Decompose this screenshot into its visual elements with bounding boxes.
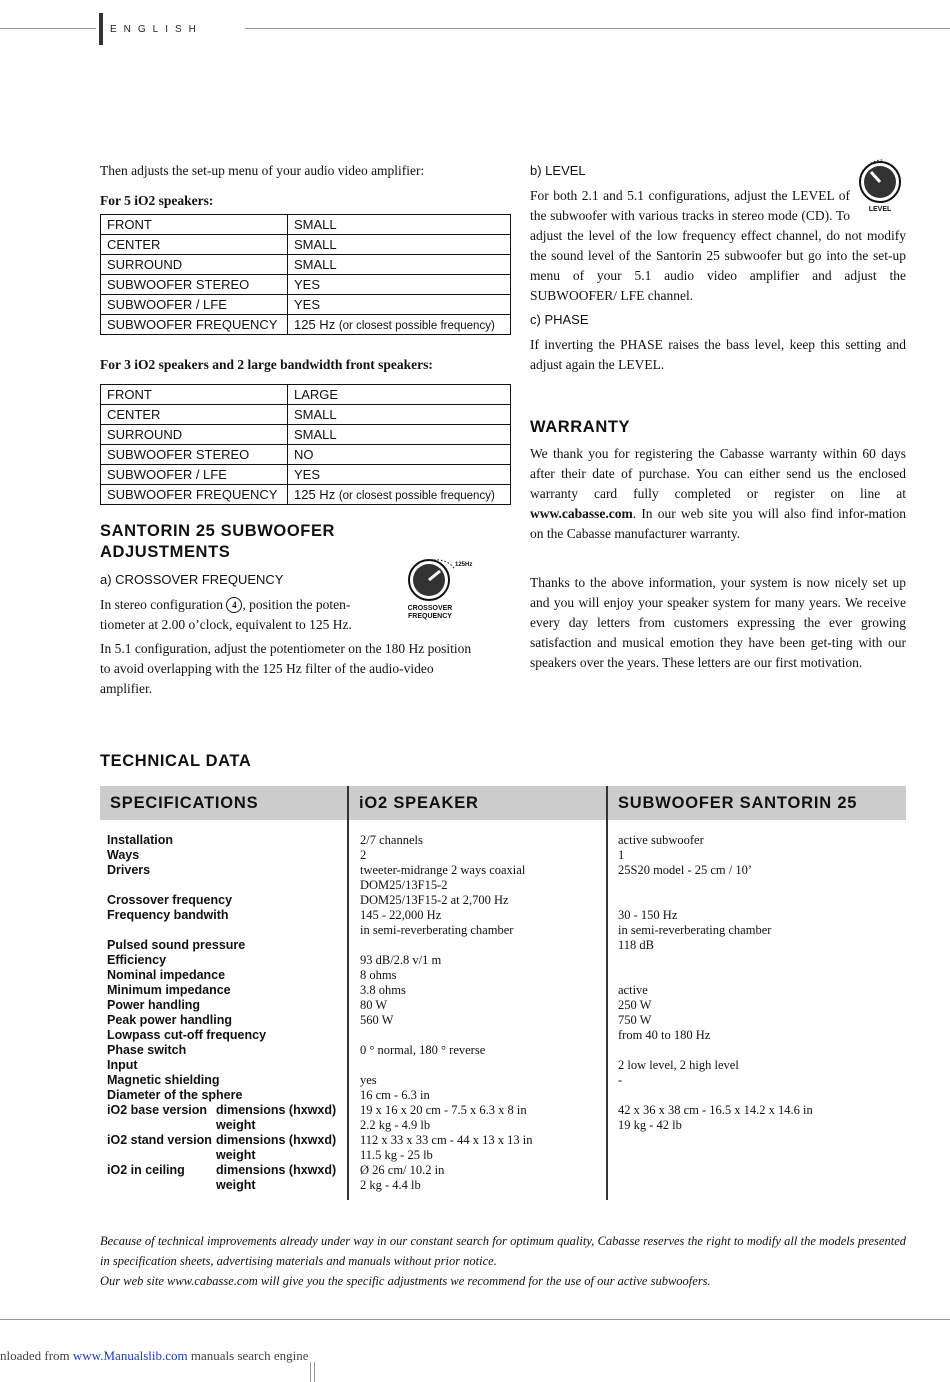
warranty-website-link[interactable]: www.cabasse.com [530, 506, 633, 521]
spec-label-row [107, 1163, 345, 1178]
spec-sublabel: weight [216, 1178, 256, 1192]
spec-label: Input [107, 1058, 138, 1072]
spec-label-row [107, 848, 345, 863]
subwoofer-spec-value: 30 - 150 Hz [618, 908, 678, 922]
table2-setting: SUBWOOFER FREQUENCY [101, 485, 288, 505]
spec-label-row [107, 1028, 345, 1043]
subwoofer-spec-value: 750 W [618, 1013, 652, 1027]
level-paragraph: For both 2.1 and 5.1 configurations, adjust the LEVEL of the subwoofer with various tracks in stereo mode (CD). To adjust the level of the low frequency effect channel, do not modify the sound level of the Santorin 25 subwoofer but go into the set-up menu of your 5.1 audio video amplifier and adjust the SUBWOOFER/ LFE channel. [530, 188, 906, 303]
subwoofer-spec-value [618, 1148, 903, 1163]
io2-spec-value: 2 [360, 848, 367, 862]
spec-header-label-specifications: SPECIFICATIONS [110, 794, 259, 812]
phase-heading: c) PHASE [530, 312, 589, 327]
crossover-p1-start: In stereo configuration [100, 597, 223, 612]
table2-row [101, 385, 511, 405]
spec-label-row [107, 1178, 345, 1193]
speaker-config-table-5 [100, 214, 511, 335]
spec-label: Magnetic shielding [107, 1073, 220, 1087]
table2-value-note: (or closest possible frequency) [338, 490, 495, 502]
table2-row [101, 425, 511, 445]
spec-label-row [107, 1148, 345, 1163]
table2-value: SMALL [288, 425, 511, 445]
phase-paragraph: If inverting the PHASE raises the bass level, keep this setting and adjust again the LEVEL. [530, 337, 906, 372]
level-block [530, 186, 906, 306]
level-heading: b) LEVEL [530, 163, 586, 178]
io2-spec-value: tweeter-midrange 2 ways coaxial [360, 863, 526, 877]
table1-setting: SUBWOOFER / LFE [101, 295, 288, 315]
page-edge-mark-1 [310, 1362, 311, 1382]
spec-label: Installation [107, 833, 173, 847]
table1-setting: FRONT [101, 215, 288, 235]
spec-label: Minimum impedance [107, 983, 231, 997]
io2-spec-value: 2.2 kg - 4.9 lb [360, 1118, 431, 1132]
spec-label: Crossover frequency [107, 893, 233, 907]
spec-header-label-io2: iO2 SPEAKER [359, 794, 479, 812]
warranty-paragraph [530, 444, 906, 544]
subwoofer-spec-value [618, 1133, 903, 1148]
io2-spec-value: 2 kg - 4.4 lb [360, 1178, 421, 1192]
table1-row [101, 295, 511, 315]
io2-spec-value [360, 1028, 600, 1043]
io2-spec-value [360, 1058, 600, 1073]
download-credit [0, 1348, 309, 1364]
crossover-p1-mid: , position the poten- [242, 597, 351, 612]
footer-rule [0, 1319, 950, 1320]
thanks-paragraph: Thanks to the above information, your system is now nicely set up and you will enjoy your speaker system for many years. We receive every day letters from customers expressing the ever growing satisfaction and musical emotion they have been get-ting with our speakers over the years. These letters are our first motivation. [530, 575, 906, 670]
io2-spec-value: 0 ° normal, 180 ° reverse [360, 1043, 486, 1057]
download-prefix: nloaded from [0, 1348, 73, 1363]
spec-labels-column [107, 833, 345, 1193]
footer-note-1: Because of technical improvements already under way in our constant search for optimum quality, Cabasse reserves the right to modify all the models presented in specification sheets, advertising materials and manuals without prior notice. [100, 1234, 906, 1268]
table2-row [101, 445, 511, 465]
header-rule-right [245, 28, 950, 29]
table1-setting: SUBWOOFER STEREO [101, 275, 288, 295]
spec-label-row [107, 1013, 345, 1028]
table2-setting: FRONT [101, 385, 288, 405]
table1-setting: SUBWOOFER FREQUENCY [101, 315, 288, 335]
table1-title: For 5 iO2 speakers: [100, 193, 214, 208]
table1-row [101, 235, 511, 255]
subwoofer-spec-value: active [618, 983, 648, 997]
subwoofer-spec-value [618, 893, 903, 908]
spec-label-row [107, 968, 345, 983]
spec-label-row [107, 878, 345, 893]
io2-spec-value [360, 938, 600, 953]
santorin-title-line-2: ADJUSTMENTS [100, 543, 231, 561]
santorin-title-line-1: SANTORIN 25 SUBWOOFER [100, 522, 336, 540]
table2-setting: SURROUND [101, 425, 288, 445]
spec-label-row [107, 923, 345, 938]
spec-header-subwoofer [608, 786, 906, 820]
download-suffix: manuals search engine [187, 1348, 309, 1363]
io2-spec-value: in semi-reverberating chamber [360, 923, 514, 937]
spec-label-row [107, 1088, 345, 1103]
crossover-paragraph-1 [100, 595, 400, 635]
header-language: ENGLISH [110, 24, 203, 35]
spec-label-row [107, 938, 345, 953]
table1-value: YES [288, 275, 511, 295]
io2-spec-value: 19 x 16 x 20 cm - 7.5 x 6.3 x 8 in [360, 1103, 527, 1117]
spec-label-row [107, 953, 345, 968]
subwoofer-spec-value: 19 kg - 42 lb [618, 1118, 682, 1132]
crossover-knob-illustration [400, 556, 480, 626]
io2-spec-value: 16 cm - 6.3 in [360, 1088, 430, 1102]
spec-label: Nominal impedance [107, 968, 226, 982]
table1-setting: CENTER [101, 235, 288, 255]
spec-label: iO2 in ceiling [107, 1163, 185, 1177]
footer-note [100, 1231, 906, 1291]
subwoofer-spec-value: active subwoofer [618, 833, 704, 847]
io2-spec-value: DOM25/13F15-2 [360, 878, 448, 892]
table2-setting: SUBWOOFER / LFE [101, 465, 288, 485]
subwoofer-spec-value: 250 W [618, 998, 652, 1012]
spec-label-row [107, 1133, 345, 1148]
speaker-config-table-3-2 [100, 384, 511, 505]
knob-label-frequency: FREQUENCY [408, 613, 452, 620]
spec-label-row [107, 983, 345, 998]
warranty-text-end: . In our web site you will also find infor-mation on the Cabasse manufacturer warranty. [530, 506, 906, 541]
spec-label-row [107, 863, 345, 878]
spec-divider-1 [347, 786, 349, 1200]
table1-setting: SURROUND [101, 255, 288, 275]
table1-value: YES [288, 295, 511, 315]
subwoofer-spec-value [618, 1178, 903, 1193]
table1-row [101, 315, 511, 335]
table2-row [101, 405, 511, 425]
spec-label-row [107, 908, 345, 923]
table2-value-main: 125 Hz [294, 487, 336, 502]
table2-setting: SUBWOOFER STEREO [101, 445, 288, 465]
subwoofer-spec-value [618, 1163, 903, 1178]
table2-title: For 3 iO2 speakers and 2 large bandwidth front speakers: [100, 357, 433, 372]
subwoofer-spec-value: from 40 to 180 Hz [618, 1028, 711, 1042]
level-knob-illustration [854, 158, 906, 214]
table2-value: SMALL [288, 405, 511, 425]
spec-sublabel: dimensions (hxwxd) [216, 1163, 337, 1177]
table1-value: SMALL [288, 255, 511, 275]
io2-spec-value: 112 x 33 x 33 cm - 44 x 13 x 13 in [360, 1133, 533, 1147]
page-edge-mark-2 [314, 1362, 315, 1382]
subwoofer-spec-value: 118 dB [618, 938, 654, 952]
spec-label-row [107, 1058, 345, 1073]
table1-row [101, 255, 511, 275]
spec-header-specifications [100, 786, 347, 820]
spec-label: iO2 base version [107, 1103, 208, 1117]
io2-spec-value: 11.5 kg - 25 lb [360, 1148, 433, 1162]
spec-label: Pulsed sound pressure [107, 938, 246, 952]
subwoofer-spec-value [618, 878, 903, 893]
subwoofer-spec-value: 25S20 model - 25 cm / 10’ [618, 863, 753, 877]
table1-value-main: 125 Hz [294, 317, 336, 332]
spec-label: Power handling [107, 998, 201, 1012]
io2-spec-value: 80 W [360, 998, 388, 1012]
table1-row [101, 275, 511, 295]
table1-value: SMALL [288, 215, 511, 235]
io2-spec-value: 93 dB/2.8 v/1 m [360, 953, 442, 967]
io2-spec-value: Ø 26 cm/ 10.2 in [360, 1163, 445, 1177]
crossover-paragraph-2: In 5.1 configuration, adjust the potentiometer on the 180 Hz position to avoid overlapping with the 125 Hz filter of the audio-video amplifier. [100, 641, 472, 696]
spec-label: Efficiency [107, 953, 167, 967]
crossover-heading: a) CROSSOVER FREQUENCY [100, 572, 284, 587]
technical-data-title: TECHNICAL DATA [100, 752, 252, 770]
spec-sublabel: dimensions (hxwxd) [216, 1133, 337, 1147]
io2-spec-value: 560 W [360, 1013, 394, 1027]
spec-header-label-subwoofer: SUBWOOFER SANTORIN 25 [618, 794, 858, 812]
subwoofer-spec-value: 1 [618, 848, 625, 862]
spec-subwoofer-column [618, 833, 903, 1193]
spec-label: Diameter of the sphere [107, 1088, 243, 1102]
table1-value: SMALL [288, 235, 511, 255]
subwoofer-spec-value: in semi-reverberating chamber [618, 923, 772, 937]
spec-label: Lowpass cut-off frequency [107, 1028, 267, 1042]
spec-label: iO2 stand version [107, 1133, 212, 1147]
spec-io2-column [360, 833, 600, 1193]
table2-row [101, 465, 511, 485]
spec-label-row [107, 1043, 345, 1058]
spec-divider-2 [606, 786, 608, 1200]
spec-sublabel: weight [216, 1118, 256, 1132]
manualslib-link[interactable]: www.Manualslib.com [72, 1348, 188, 1363]
table1-value-note: (or closest possible frequency) [338, 320, 495, 332]
spec-label: Phase switch [107, 1043, 187, 1057]
subwoofer-spec-value: - [618, 1073, 623, 1087]
spec-label-row [107, 1118, 345, 1133]
io2-spec-value: DOM25/13F15-2 at 2,700 Hz [360, 893, 509, 907]
spec-label-row [107, 998, 345, 1013]
table2-value: YES [288, 465, 511, 485]
subwoofer-spec-value [618, 968, 903, 983]
knob-label-crossover: CROSSOVER [407, 605, 453, 612]
table1-row [101, 215, 511, 235]
subwoofer-spec-value: 42 x 36 x 38 cm - 16.5 x 14.2 x 14.6 in [618, 1103, 813, 1117]
io2-spec-value: 2/7 channels [360, 833, 423, 847]
header-marker [99, 13, 103, 45]
header-rule-left [0, 28, 96, 29]
spec-label-row [107, 893, 345, 908]
spec-label: Ways [107, 848, 140, 862]
spec-label: Drivers [107, 863, 151, 877]
spec-header-io2 [349, 786, 606, 820]
warranty-text-start: We thank you for registering the Cabasse warranty within 60 days after their date of purchase. You can either send us the enclosed warranty card fully completed or register on line at [530, 446, 906, 501]
table1-value [288, 315, 511, 335]
intro-text: Then adjusts the set-up menu of your audio video amplifier: [100, 163, 425, 178]
spec-sublabel: dimensions (hxwxd) [216, 1103, 337, 1117]
spec-label-row [107, 833, 345, 848]
table2-row [101, 485, 511, 505]
knob-hz-label: 125Hz [455, 562, 473, 568]
spec-label: Frequency bandwith [107, 908, 229, 922]
io2-spec-value: 145 - 22,000 Hz [360, 908, 442, 922]
io2-spec-value: 8 ohms [360, 968, 397, 982]
number-4-badge: 4 [226, 597, 242, 613]
level-knob-icon [854, 158, 906, 206]
subwoofer-spec-value [618, 953, 903, 968]
spec-label: Peak power handling [107, 1013, 233, 1027]
spec-label-row [107, 1073, 345, 1088]
table2-setting: CENTER [101, 405, 288, 425]
io2-spec-value: 3.8 ohms [360, 983, 406, 997]
spec-sublabel: weight [216, 1148, 256, 1162]
table2-value: LARGE [288, 385, 511, 405]
santorin-title [100, 522, 335, 562]
subwoofer-spec-value [618, 1088, 903, 1103]
subwoofer-spec-value [618, 1043, 903, 1058]
spec-label-row [107, 1103, 345, 1118]
level-knob-label: LEVEL [868, 206, 892, 213]
io2-spec-value: yes [360, 1073, 377, 1087]
table2-value: NO [288, 445, 511, 465]
subwoofer-spec-value: 2 low level, 2 high level [618, 1058, 739, 1072]
table2-value [288, 485, 511, 505]
crossover-p1-end: tiometer at 2.00 o’clock, equivalent to 125 Hz. [100, 617, 352, 632]
warranty-title: WARRANTY [530, 418, 631, 436]
footer-note-2: Our web site www.cabasse.com will give you the specific adjustments we recommend for the use of our active subwoofers. [100, 1274, 711, 1288]
